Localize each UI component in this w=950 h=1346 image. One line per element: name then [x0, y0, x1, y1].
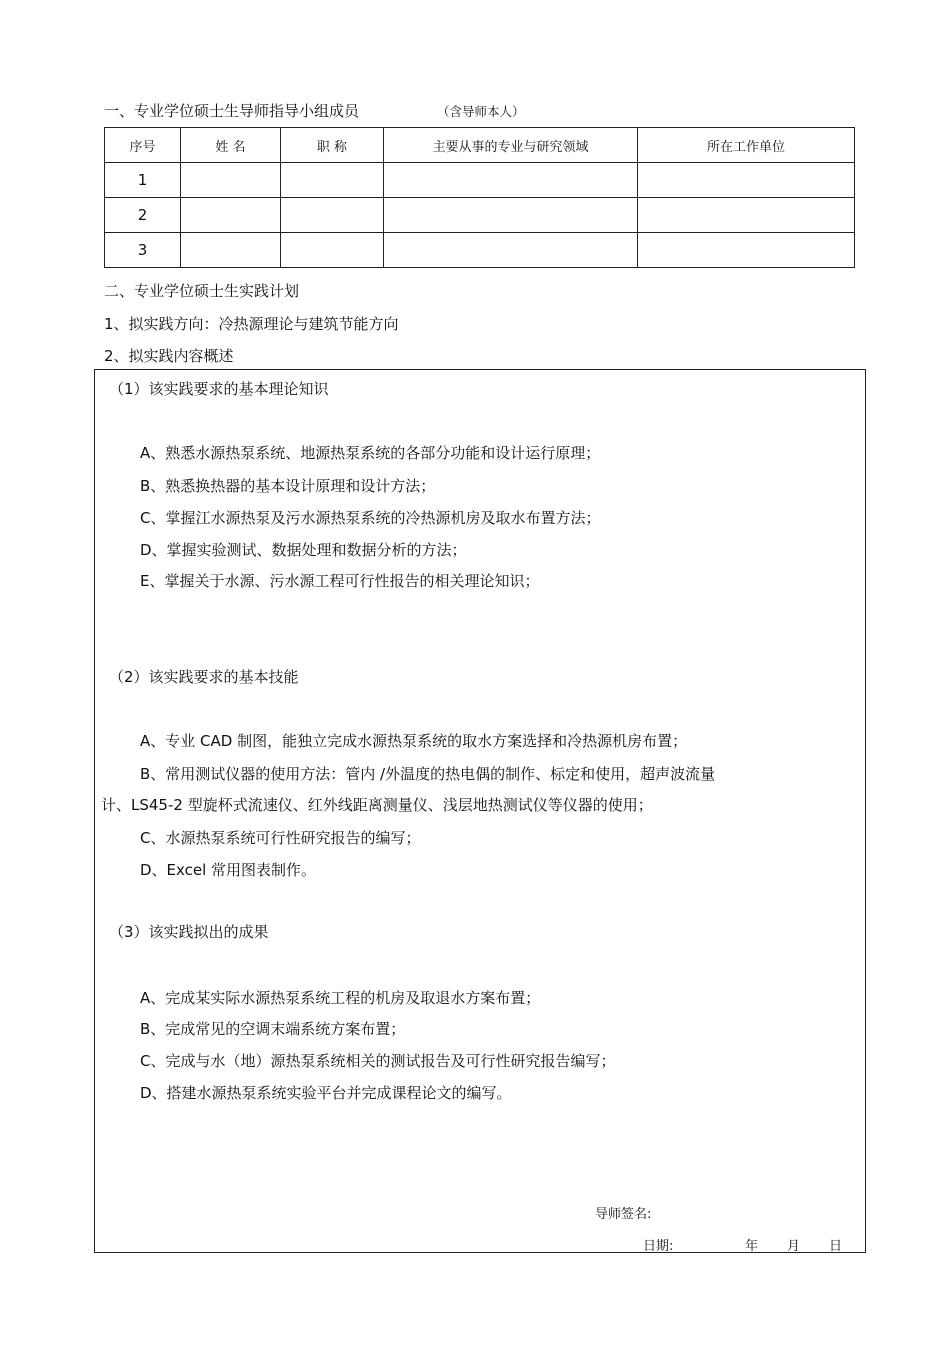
part3-item: A、完成某实际水源热泵系统工程的机房及取退水方案布置； — [140, 989, 541, 1007]
part3-heading: （3）该实践拟出的成果 — [109, 923, 269, 941]
section1-title: 一、专业学位硕士生导师指导小组成员 — [104, 102, 360, 120]
part2-item: B、常用测试仪器的使用方法：管内 /外温度的热电偶的制作、标定和使用，超声波流量 — [140, 765, 716, 783]
cell-unit — [638, 233, 855, 268]
date-day: 日 — [829, 1239, 843, 1254]
table-row — [105, 163, 855, 198]
date-month: 月 — [787, 1239, 801, 1254]
section2-title: 二、专业学位硕士生实践计划 — [104, 282, 300, 300]
cell-name — [181, 198, 281, 233]
part1-item: E、掌握关于水源、污水源工程可行性报告的相关理论知识； — [140, 572, 540, 590]
date-label: 日期: — [643, 1239, 674, 1254]
header-field: 主要从事的专业与研究领域 — [384, 128, 638, 163]
cell-title — [281, 198, 384, 233]
cell-name — [181, 163, 281, 198]
overview-title: 2、拟实践内容概述 — [104, 347, 234, 365]
cell-field — [384, 233, 638, 268]
cell-field — [384, 163, 638, 198]
cell-name — [181, 233, 281, 268]
row-index: 2 — [105, 198, 181, 233]
cell-title — [281, 233, 384, 268]
part2-item: A、专业 CAD 制图，能独立完成水源热泵系统的取水方案选择和冷热源机房布置； — [140, 732, 688, 750]
cell-unit — [638, 163, 855, 198]
header-index: 序号 — [105, 128, 181, 163]
part2-item: C、水源热泵系统可行性研究报告的编写； — [140, 829, 421, 847]
table-row — [105, 198, 855, 233]
part2-item: D、Excel 常用图表制作。 — [140, 861, 317, 879]
row-index: 1 — [105, 163, 181, 198]
members-table — [104, 127, 855, 268]
practice-direction: 1、拟实践方向：冷热源理论与建筑节能方向 — [104, 315, 399, 333]
cell-title — [281, 163, 384, 198]
part1-item: C、掌握江水源热泵及污水源热泵系统的冷热源机房及取水布置方法； — [140, 509, 601, 527]
part3-item: B、完成常见的空调末端系统方案布置； — [140, 1020, 406, 1038]
section1-note: （含导师本人） — [437, 104, 525, 119]
table-header-row — [105, 128, 855, 163]
part1-item: A、熟悉水源热泵系统、地源热泵系统的各部分功能和设计运行原理； — [140, 444, 601, 462]
cell-field — [384, 198, 638, 233]
part2-heading: （2）该实践要求的基本技能 — [109, 668, 299, 686]
header-title: 职 称 — [281, 128, 384, 163]
part1-item: D、掌握实验测试、数据处理和数据分析的方法； — [140, 541, 467, 559]
part2-item: 计、LS45-2 型旋杯式流速仪、红外线距离测量仪、浅层地热测试仪等仪器的使用； — [101, 796, 653, 814]
part1-item: B、熟悉换热器的基本设计原理和设计方法； — [140, 477, 436, 495]
supervisor-signature-label: 导师签名: — [595, 1207, 652, 1222]
row-index: 3 — [105, 233, 181, 268]
practice-content-box — [94, 369, 866, 1253]
header-unit: 所在工作单位 — [638, 128, 855, 163]
part3-item: C、完成与水（地）源热泵系统相关的测试报告及可行性研究报告编写； — [140, 1052, 616, 1070]
table-row — [105, 233, 855, 268]
header-name: 姓 名 — [181, 128, 281, 163]
date-year: 年 — [745, 1239, 759, 1254]
part1-heading: （1）该实践要求的基本理论知识 — [109, 380, 329, 398]
cell-unit — [638, 198, 855, 233]
part3-item: D、搭建水源热泵系统实验平台并完成课程论文的编写。 — [140, 1084, 512, 1102]
